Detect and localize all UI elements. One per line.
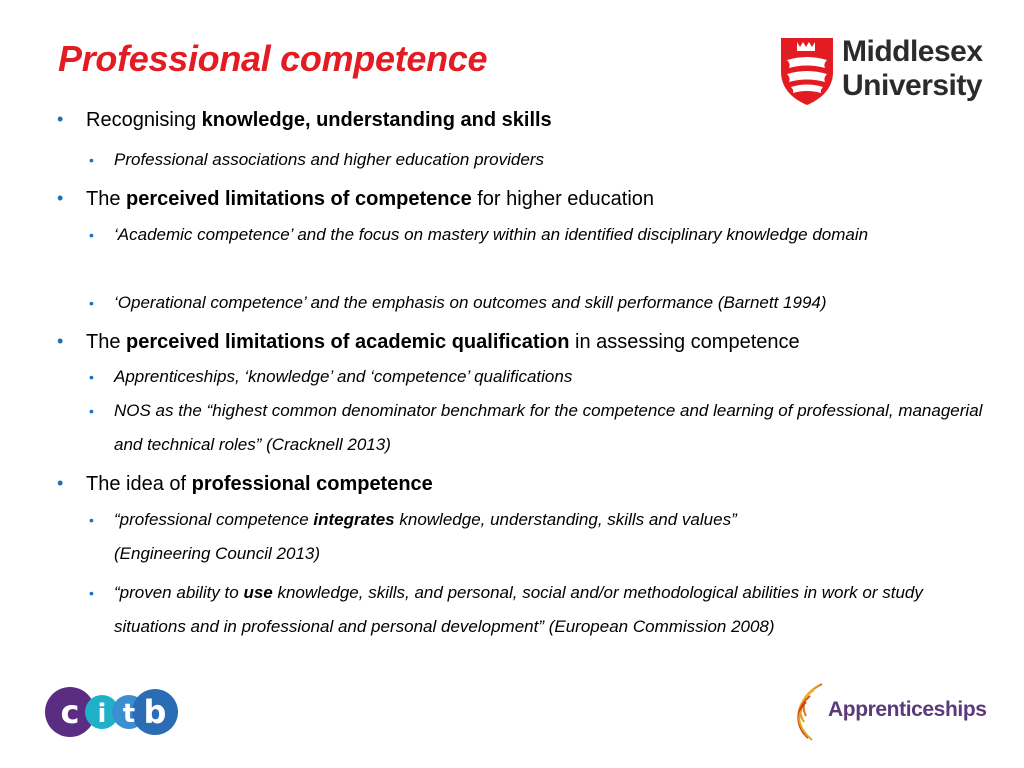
bullet-text: The idea of	[86, 473, 192, 495]
svg-text:t: t	[122, 699, 136, 729]
sub-bullet-apprenticeships	[89, 360, 994, 394]
sub-bullet-dot-icon: •	[89, 152, 94, 168]
sub-bullet-dot-icon: •	[89, 227, 94, 243]
middlesex-wordmark-line2: University	[842, 69, 983, 102]
bullet-idea-professional-competence	[57, 473, 433, 496]
sub-bullet-text: ‘Operational competence’ and the emphasis on outcomes and skill performance (Barnett 1994)	[114, 293, 827, 312]
sub-bullet-citation: (Engineering Council 2013)	[114, 544, 321, 563]
sub-bullet-bold-text: use	[243, 583, 273, 602]
bullet-dot-icon: •	[57, 109, 64, 129]
bullet-bold-text: perceived limitations of competence	[126, 188, 472, 210]
sub-bullet-dot-icon: •	[89, 369, 94, 385]
sub-bullet-academic-competence	[89, 218, 994, 252]
sub-bullet-nos	[89, 394, 994, 462]
bullet-text: The	[86, 331, 127, 353]
bullet-bold-text: knowledge, understanding and skills	[201, 109, 552, 131]
sub-bullet-dot-icon: •	[89, 403, 94, 419]
bullet-dot-icon: •	[57, 473, 64, 493]
svg-text:c: c	[60, 693, 80, 731]
citb-logo	[44, 686, 179, 738]
middlesex-wordmark-line1: Middlesex	[842, 35, 983, 68]
bullet-limitations-competence	[57, 188, 655, 211]
bullet-text: The	[86, 188, 127, 210]
sub-bullet-engineering-council	[89, 503, 994, 571]
sub-bullet-european-commission	[89, 576, 994, 644]
slide-title: Professional competence	[58, 38, 488, 79]
sub-bullet-text: “proven ability to	[114, 583, 244, 602]
svg-text:i: i	[97, 699, 107, 729]
bullet-text-end: in assessing competence	[569, 331, 800, 353]
sub-bullet-text: “professional competence	[114, 510, 314, 529]
sub-bullet-text: NOS as the “highest common denominator benchmark for the competence and learning of professional, managerial and technical roles” (Cracknell 2013)	[114, 401, 983, 454]
bullet-dot-icon: •	[57, 331, 64, 351]
apprenticeships-swirl-icon	[792, 682, 832, 742]
sub-bullet-operational-competence	[89, 286, 994, 320]
sub-bullet-dot-icon: •	[89, 585, 94, 601]
bullet-recognising	[57, 109, 552, 132]
svg-text:b: b	[143, 693, 167, 731]
bullet-text-end: for higher education	[471, 188, 655, 210]
sub-bullet-text-end: knowledge, skills, and personal, social and/or methodological abilities in work or study situations and in professional and personal development” (European Commission 2008)	[114, 583, 923, 636]
bullet-text: Recognising	[86, 109, 202, 131]
sub-bullet-text: ‘Academic competence’ and the focus on mastery within an identified disciplinary knowledge domain	[114, 225, 869, 244]
apprenticeships-wordmark: Apprenticeships	[828, 698, 987, 721]
sub-bullet-professional-associations	[89, 143, 994, 177]
sub-bullet-text: Professional associations and higher education providers	[114, 150, 544, 169]
sub-bullet-dot-icon: •	[89, 512, 94, 528]
apprenticeships-logo	[792, 682, 987, 742]
bullet-limitations-qualification	[57, 331, 800, 354]
bullet-bold-text: professional competence	[191, 473, 433, 495]
bullet-dot-icon: •	[57, 188, 64, 208]
sub-bullet-text: Apprenticeships, ‘knowledge’ and ‘competence’ qualifications	[114, 367, 573, 386]
sub-bullet-bold-text: integrates	[313, 510, 395, 529]
sub-bullet-dot-icon: •	[89, 295, 94, 311]
sub-bullet-text-end: knowledge, understanding, skills and values”	[394, 510, 737, 529]
bullet-bold-text: perceived limitations of academic qualification	[126, 331, 570, 353]
